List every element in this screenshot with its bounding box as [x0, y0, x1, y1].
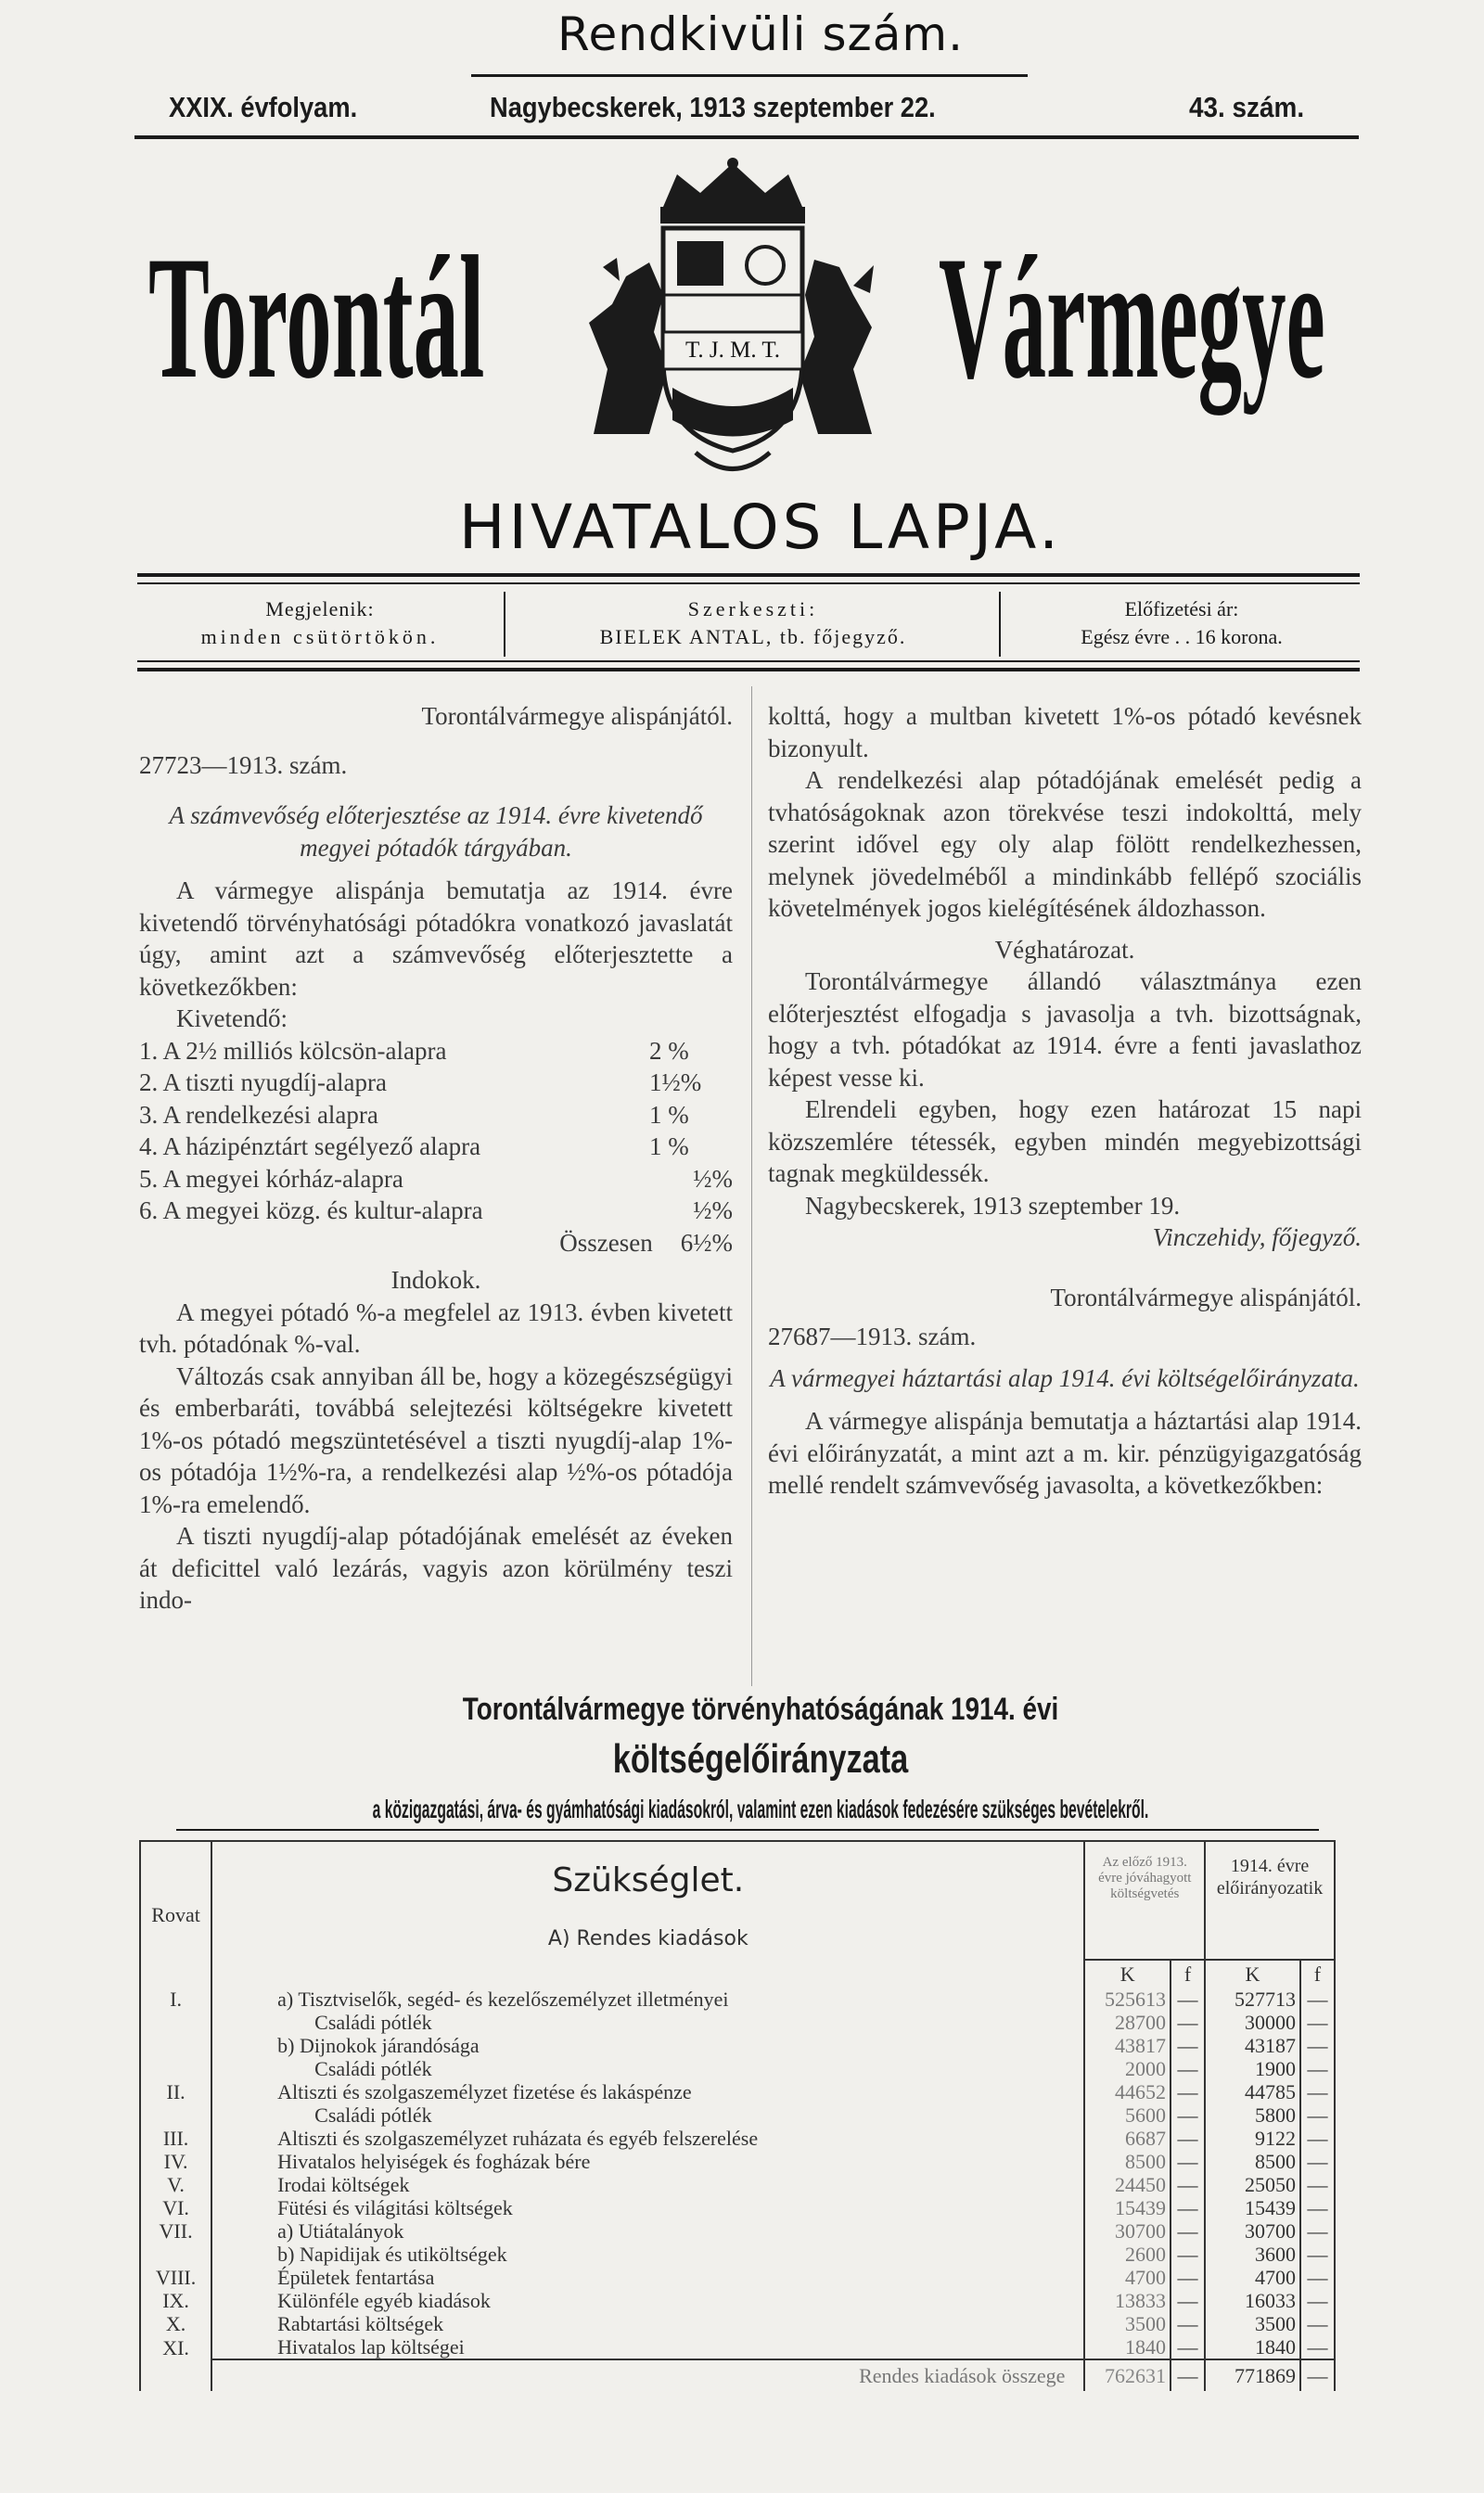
editor-value: BIELEK ANTAL, tb. főjegyző. — [599, 625, 907, 648]
info-rule-bottom2 — [137, 668, 1360, 671]
prev-cell: 6687 — [1084, 2127, 1171, 2150]
table-row — [140, 2127, 1335, 2150]
prev-f-cell: — — [1171, 2034, 1205, 2057]
label-cell: Különféle egyéb kiadások — [277, 2289, 491, 2312]
left-paragraph-3: A tiszti nyugdíj-alap pótadójának emelését az éveken át deficittel való lezárás, vagyis azon körülmény teszi indo- — [139, 1522, 733, 1614]
list-item: 2. A tiszti nyugdíj-alapra 1½% — [139, 1068, 702, 1096]
plan-f-cell: — — [1300, 2289, 1335, 2312]
plan-f-cell: — — [1300, 2103, 1335, 2127]
header-rovat: Rovat — [140, 1841, 211, 1988]
prev-cell: 1840 — [1084, 2335, 1171, 2359]
info-sep-1 — [504, 592, 505, 657]
left-column — [139, 700, 733, 1617]
list-item: 4. A házipénztárt segélyező alapra 1 % — [139, 1132, 689, 1160]
plan-f-cell: — — [1300, 2057, 1335, 2080]
prev-f-cell: — — [1171, 2173, 1205, 2196]
plan-cell: 1900 — [1254, 2057, 1296, 2080]
list-item: 6. A megyei közg. és kultur-alapra ½% — [139, 1196, 733, 1224]
rovat-cell: IX. — [140, 2289, 211, 2312]
rovat-cell: X. — [140, 2312, 211, 2335]
table-header-row — [140, 1841, 1335, 1960]
f-header: f — [1171, 1960, 1205, 1988]
right-paragraph-5: A vármegye alispánja bemutatja a háztartási alap 1914. évi előirányzatát, a mint azt a m. kir. pénzügyigazgatóság mellé rendelt számvevőség javasolta, a következőkben: — [768, 1407, 1362, 1499]
prev-f-cell: — — [1171, 2127, 1205, 2150]
label-cell: Családi pótlék — [314, 2103, 432, 2127]
title-right: Vármegye — [939, 221, 1325, 416]
budget-title-2: költségelőirányzata — [612, 1736, 909, 1782]
plan-f-cell: — — [1300, 2127, 1335, 2150]
prev-cell: 43817 — [1084, 2034, 1171, 2057]
plan-cell: 25050 — [1244, 2173, 1296, 2196]
prev-f-cell: — — [1171, 2266, 1205, 2289]
table-row — [140, 2034, 1335, 2057]
prev-cell: 24450 — [1084, 2173, 1171, 2196]
plan-f-cell: — — [1300, 2219, 1335, 2243]
special-issue-label: Rendkivüli szám. — [556, 7, 965, 61]
k-header: K — [1084, 1960, 1171, 1988]
prev-cell: 525613 — [1084, 1988, 1171, 2011]
list-item: 3. A rendelkezési alapra 1 % — [139, 1100, 689, 1129]
plan-cell: 527713 — [1234, 1988, 1296, 2011]
label-cell: Hivatalos lap költségei — [277, 2335, 465, 2359]
info-rule-bottom1 — [137, 660, 1360, 662]
plan-f-cell: — — [1300, 2173, 1335, 2196]
table-row — [140, 2057, 1335, 2080]
plan-f-cell: — — [1300, 2196, 1335, 2219]
label-cell: a) Tisztviselők, segéd- és kezelőszemélyzet illetményei — [277, 1988, 729, 2011]
right-column — [768, 700, 1362, 1502]
issue-number: 43. szám. — [1189, 91, 1305, 123]
price-label: Előfizetési ár: — [1124, 597, 1239, 620]
info-sep-2 — [999, 592, 1001, 657]
right-number: 27687—1913. szám. — [768, 1323, 977, 1350]
table-row — [140, 2219, 1335, 2243]
total-prev: 762631 — [1084, 2359, 1171, 2391]
table-row — [140, 2266, 1335, 2289]
dateline: Nagybecskerek, 1913 szeptember 19. — [805, 1191, 1181, 1220]
rovat-cell: I. — [140, 1988, 211, 2011]
budget-title-underline — [176, 1829, 1319, 1831]
total-plan-f: — — [1300, 2359, 1335, 2391]
label-cell: Épületek fentartása — [277, 2266, 435, 2289]
table-row — [140, 2103, 1335, 2127]
levy-list — [139, 1035, 733, 1259]
table-row — [140, 1988, 1335, 2011]
table-row — [140, 2335, 1335, 2359]
rovat-cell: XI. — [140, 2335, 211, 2359]
rovat-cell: IV. — [140, 2150, 211, 2173]
k-header: K — [1205, 1960, 1300, 1988]
rovat-cell — [140, 2011, 211, 2034]
prev-f-cell: — — [1171, 2289, 1205, 2312]
label-cell: Családi pótlék — [314, 2011, 432, 2034]
plan-f-cell: — — [1300, 2150, 1335, 2173]
plan-cell: 9122 — [1254, 2127, 1296, 2150]
table-total-row — [140, 2359, 1335, 2391]
table-row — [140, 2173, 1335, 2196]
plan-cell: 43187 — [1244, 2034, 1296, 2057]
plan-cell: 15439 — [1244, 2196, 1296, 2219]
budget-title-1: Torontálvármegye törvényhatóságának 1914. évi — [462, 1692, 1059, 1727]
rovat-cell: VIII. — [140, 2266, 211, 2289]
plan-f-cell: — — [1300, 2266, 1335, 2289]
plan-cell: 16033 — [1244, 2289, 1296, 2312]
table-row — [140, 2289, 1335, 2312]
plan-cell: 8500 — [1254, 2150, 1296, 2173]
prev-f-cell: — — [1171, 2335, 1205, 2359]
header-plan: 1914. évre előirányozatik — [1205, 1841, 1335, 1960]
rovat-cell — [140, 2057, 211, 2080]
plan-f-cell: — — [1300, 2011, 1335, 2034]
label-cell: Altiszti és szolgaszemélyzet fizetése és lakáspénze — [277, 2080, 692, 2103]
label-cell: Fütési és világitási költségek — [277, 2196, 513, 2219]
label-cell: b) Dijnokok járandósága — [277, 2034, 480, 2057]
price-value: Egész évre . . 16 korona. — [1081, 625, 1283, 648]
label-cell: b) Napidijak és utiköltségek — [277, 2243, 507, 2266]
prev-f-cell: — — [1171, 2080, 1205, 2103]
f-header: f — [1300, 1960, 1335, 1988]
plan-cell: 30700 — [1244, 2219, 1296, 2243]
prev-cell: 4700 — [1084, 2266, 1171, 2289]
plan-f-cell: — — [1300, 2034, 1335, 2057]
plan-f-cell: — — [1300, 1988, 1335, 2011]
right-subject: A vármegyei háztartási alap 1914. évi költségelőirányzata. — [770, 1363, 1360, 1392]
prev-f-cell: — — [1171, 2011, 1205, 2034]
plan-f-cell: — — [1300, 2080, 1335, 2103]
plan-cell: 1840 — [1254, 2335, 1296, 2359]
left-heading: Torontálvármegye alispánjától. — [421, 702, 733, 730]
info-rule-top2 — [137, 582, 1360, 584]
plan-f-cell: — — [1300, 2312, 1335, 2335]
left-paragraph-1: A megyei pótadó %-a megfelel az 1913. évben kivetett tvh. pótadónak %-val. — [139, 1298, 733, 1358]
table-row — [140, 2312, 1335, 2335]
total-label: Rendes kiadások összege — [211, 2359, 1084, 2391]
appears-value: minden csütörtökön. — [200, 625, 440, 648]
right-paragraph-2: A rendelkezési alap pótadójának emelését pedig a tvhatóságoknak azon törekvése teszi indokolttá, mely szerint idővel egy oly alap fölött rendelkezhessen, melynek jövedelméből a mindinkább fellépő szociális követelmények jogos kielégítésének áldozhasson. — [768, 766, 1362, 922]
table-kf-row — [140, 1960, 1335, 1988]
left-number: 27723—1913. szám. — [139, 750, 348, 779]
left-subject: A számvevőség előterjesztése az 1914. évre kivetendő megyei pótadók tárgyában. — [169, 801, 703, 862]
prev-f-cell: — — [1171, 2312, 1205, 2335]
prev-cell: 5600 — [1084, 2103, 1171, 2127]
editor-label: Szerkeszti: — [687, 597, 819, 620]
header-need: Szükséglet. A) Rendes kiadások — [211, 1841, 1084, 1960]
plan-cell: 44785 — [1244, 2080, 1296, 2103]
rovat-cell: VII. — [140, 2219, 211, 2243]
right-paragraph-4: Elrendeli egyben, hogy ezen határozat 15 napi közszemlére tétessék, egyben mindén megyebizottsági tagnak megküldessék. — [768, 1095, 1362, 1187]
coat-of-arms-icon — [575, 156, 890, 485]
label-cell: Altiszti és szolgaszemélyzet ruházata és egyéb felszerelése — [277, 2127, 759, 2150]
prev-f-cell: — — [1171, 2219, 1205, 2243]
table-row — [140, 2150, 1335, 2173]
info-rule-top1 — [137, 573, 1360, 577]
right-heading: Torontálvármegye alispánjától. — [1050, 1283, 1362, 1311]
header-prev: Az előző 1913. évre jóváhagyott költségvetés — [1084, 1841, 1205, 1960]
kivetendo-label: Kivetendő: — [176, 1004, 288, 1032]
label-cell: Rabtartási költségek — [277, 2312, 444, 2335]
plan-cell: 3500 — [1254, 2312, 1296, 2335]
masthead-rule-top — [134, 135, 1359, 139]
label-cell: Irodai költségek — [277, 2173, 410, 2196]
plan-cell: 3600 — [1254, 2243, 1296, 2266]
rovat-cell: III. — [140, 2127, 211, 2150]
prev-cell: 13833 — [1084, 2289, 1171, 2312]
table-row — [140, 2196, 1335, 2219]
prev-cell: 28700 — [1084, 2011, 1171, 2034]
rovat-cell: V. — [140, 2173, 211, 2196]
plan-f-cell: — — [1300, 2243, 1335, 2266]
prev-f-cell: — — [1171, 2150, 1205, 2173]
title-left: Torontál — [148, 221, 485, 416]
special-underline — [471, 74, 1028, 77]
right-paragraph-1: kolttá, hogy a multban kivetett 1%-os pótadó kevésnek bizonyult. — [768, 702, 1362, 762]
prev-cell: 2000 — [1084, 2057, 1171, 2080]
place-date: Nagybecskerek, 1913 szeptember 22. — [490, 91, 936, 123]
table-row — [140, 2011, 1335, 2034]
budget-title-3: a közigazgatási, árva- és gyámhatósági kiadásokról, valamint ezen kiadások fedezésére szükséges bevételekről. — [372, 1795, 1149, 1823]
prev-f-cell: — — [1171, 2103, 1205, 2127]
prev-f-cell: — — [1171, 2243, 1205, 2266]
total-plan: 771869 — [1205, 2359, 1300, 2391]
shield-inscription: T. J. M. T. — [684, 338, 781, 363]
volume-label: XXIX. évfolyam. — [169, 91, 358, 123]
label-cell: Családi pótlék — [314, 2057, 432, 2080]
table-row — [140, 2080, 1335, 2103]
subtitle: HIVATALOS LAPJA. — [458, 492, 1063, 563]
prev-f-cell: — — [1171, 2196, 1205, 2219]
prev-cell: 3500 — [1084, 2312, 1171, 2335]
rovat-cell: II. — [140, 2080, 211, 2103]
list-item: 5. A megyei kórház-alapra ½% — [139, 1164, 733, 1193]
signature: Vinczehidy, főjegyző. — [1152, 1223, 1362, 1251]
left-paragraph-2: Változás csak annyiban áll be, hogy a közegészségügyi és emberbaráti, továbbá selejtezési költségekre kivetett 1%-os pótadó megszüntetésével a tiszti nyugdíj-alap 1%-os pótadója 1½%-ra, a rendelkezési alap ½%-os pótadója 1%-ra emelendő. — [139, 1362, 733, 1518]
table-row — [140, 2243, 1335, 2266]
prev-f-cell: — — [1171, 1988, 1205, 2011]
list-total: Összesen 6½% — [559, 1228, 733, 1257]
total-prev-f: — — [1171, 2359, 1205, 2391]
plan-f-cell: — — [1300, 2335, 1335, 2359]
plan-cell: 4700 — [1254, 2266, 1296, 2289]
veghatarozat-heading: Véghatározat. — [994, 935, 1135, 964]
prev-cell: 44652 — [1084, 2080, 1171, 2103]
left-intro: A vármegye alispánja bemutatja az 1914. évre kivetendő törvényhatósági pótadókra vonatkozó javaslatát úgy, amint azt a számvevőség előterjesztette a következőkben: — [139, 876, 733, 1001]
label-cell: a) Utiátalányok — [277, 2219, 404, 2243]
label-cell: Hivatalos helyiségek és fogházak bére — [277, 2150, 591, 2173]
rovat-cell: VI. — [140, 2196, 211, 2219]
plan-cell: 30000 — [1244, 2011, 1296, 2034]
budget-table — [139, 1840, 1336, 2391]
column-divider — [751, 686, 752, 1686]
right-paragraph-3: Torontálvármegye állandó választmánya ezen előterjesztést elfogadja s javasolja a tvh. bizottságnak, hogy a tvh. pótadókat az 1914. évre a fenti javaslathoz képest vesse ki. — [768, 967, 1362, 1092]
prev-cell: 15439 — [1084, 2196, 1171, 2219]
rovat-cell — [140, 2103, 211, 2127]
list-item: 1. A 2½ milliós kölcsön-alapra 2 % — [139, 1036, 689, 1065]
plan-cell: 5800 — [1254, 2103, 1296, 2127]
rovat-cell — [140, 2034, 211, 2057]
appears-label: Megjelenik: — [265, 597, 375, 620]
prev-cell: 8500 — [1084, 2150, 1171, 2173]
prev-cell: 2600 — [1084, 2243, 1171, 2266]
prev-cell: 30700 — [1084, 2219, 1171, 2243]
prev-f-cell: — — [1171, 2057, 1205, 2080]
indokok-heading: Indokok. — [390, 1266, 481, 1294]
rovat-cell — [140, 2243, 211, 2266]
